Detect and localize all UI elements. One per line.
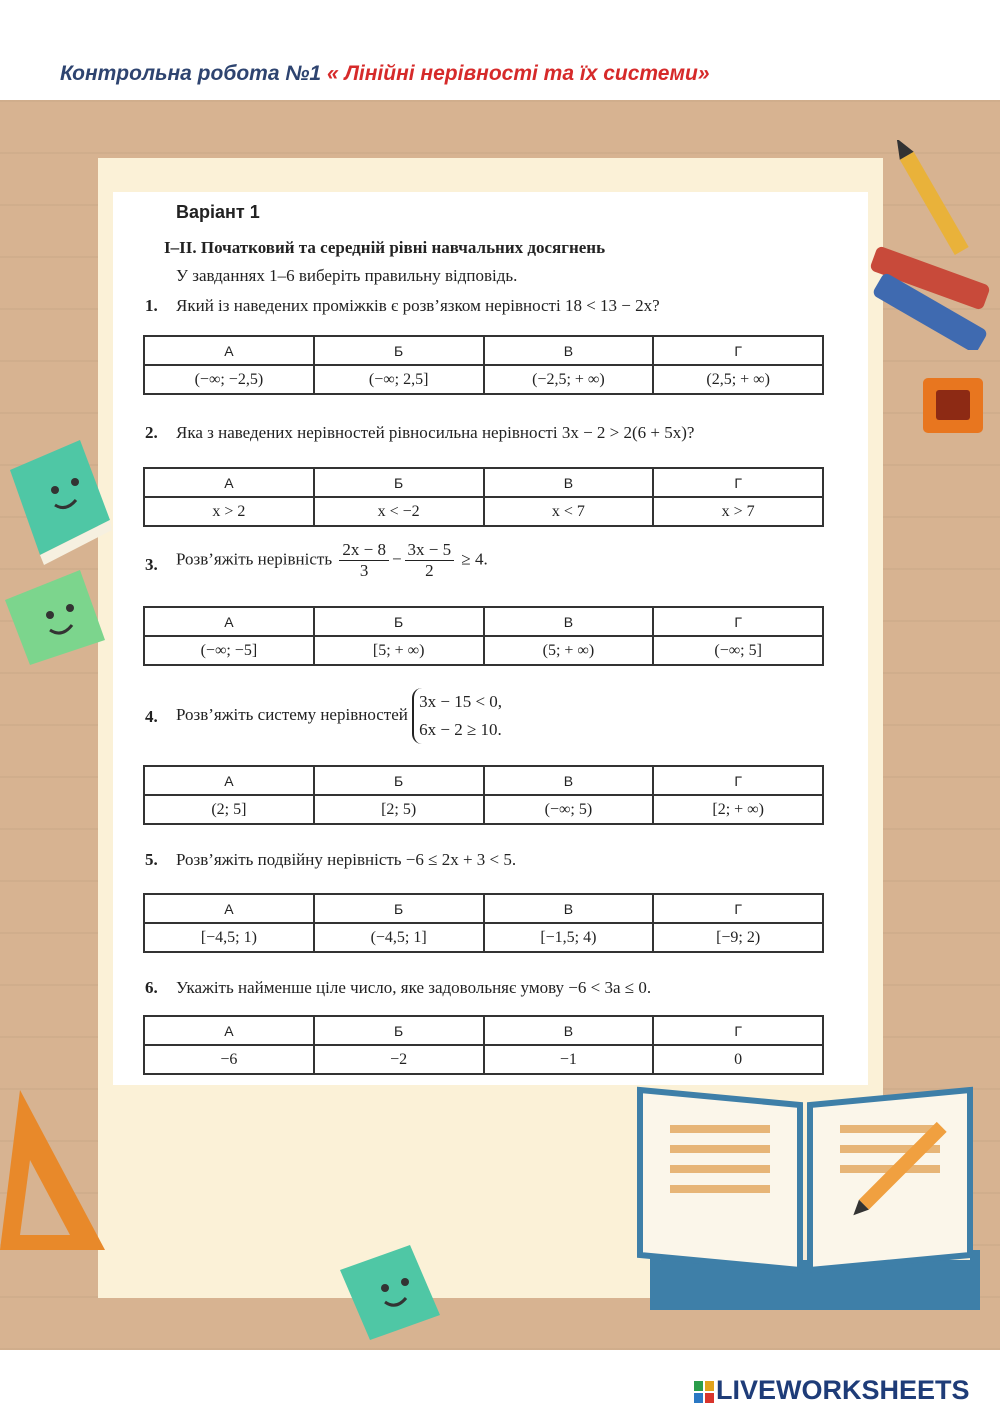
answer-option[interactable]: (2,5; + ∞): [653, 365, 823, 394]
fraction-denominator: 3: [359, 561, 369, 580]
answer-table: [143, 1015, 824, 1075]
answer-label: В: [484, 468, 654, 497]
answer-label: А: [144, 607, 314, 636]
answer-label: Г: [653, 894, 823, 923]
answer-table: [143, 467, 824, 527]
fraction-numerator: 2x − 8: [339, 540, 389, 561]
fraction-denominator: 2: [425, 561, 434, 580]
book-character-icon: [0, 430, 120, 570]
answer-table: [143, 765, 824, 825]
answer-label: Б: [314, 894, 484, 923]
worksheet-header: [60, 62, 710, 86]
question-text: Розв’яжіть подвійну нерівність −6 ≤ 2x + 3 < 5.: [176, 850, 517, 869]
question-text: [176, 540, 488, 581]
answer-option[interactable]: [−1,5; 4): [484, 923, 654, 952]
answer-label: В: [484, 336, 654, 365]
answer-option[interactable]: [5; + ∞): [314, 636, 484, 665]
question-text: Укажіть найменше ціле число, яке задовольняє умову −6 < 3a ≤ 0.: [176, 978, 652, 997]
answer-option[interactable]: x > 7: [653, 497, 823, 526]
answer-option[interactable]: (−2,5; + ∞): [484, 365, 654, 394]
instruction-text: У завданнях 1–6 виберіть правильну відповідь.: [176, 266, 518, 285]
question-text-lead: Розв’яжіть нерівність: [176, 549, 333, 569]
answer-option[interactable]: [−9; 2): [653, 923, 823, 952]
answer-option[interactable]: x < 7: [484, 497, 654, 526]
answer-label: В: [484, 766, 654, 795]
sharpener-icon: [918, 368, 998, 448]
answer-option[interactable]: [−4,5; 1): [144, 923, 314, 952]
liveworksheets-logo-icon: [694, 1381, 714, 1403]
answer-option[interactable]: (2; 5]: [144, 795, 314, 824]
question-text: Яка з наведених нерівностей рівносильна нерівності 3x − 2 > 2(6 + 5x)?: [176, 423, 695, 442]
answer-option[interactable]: (−∞; −2,5): [144, 365, 314, 394]
answer-option[interactable]: (5; + ∞): [484, 636, 654, 665]
pencil-icon: [890, 140, 969, 255]
answer-label: Б: [314, 468, 484, 497]
answer-label: Г: [653, 1016, 823, 1045]
answer-label: Г: [653, 336, 823, 365]
answer-label: Б: [314, 607, 484, 636]
answer-option[interactable]: −6: [144, 1045, 314, 1074]
answer-label: Б: [314, 336, 484, 365]
answer-option[interactable]: [2; + ∞): [653, 795, 823, 824]
question-number: 6.: [145, 978, 158, 997]
level-heading: I–II. Початковий та середній рівні навчальних досягнень: [164, 238, 606, 257]
question-number: 5.: [145, 850, 158, 869]
header-title-main: Контрольна робота №1: [60, 62, 322, 85]
answer-option[interactable]: −1: [484, 1045, 654, 1074]
book-character-icon: [330, 1240, 450, 1350]
answer-label: А: [144, 1016, 314, 1045]
question-text-lead: Розв’яжіть систему нерівностей: [176, 704, 408, 724]
answer-option[interactable]: (−4,5; 1]: [314, 923, 484, 952]
answer-table: [143, 335, 824, 395]
system-line: 6x − 2 ≥ 10.: [419, 720, 502, 739]
fraction: [339, 540, 389, 581]
liveworksheets-logo[interactable]: [694, 1375, 970, 1406]
answer-label: А: [144, 336, 314, 365]
answer-label: А: [144, 766, 314, 795]
question-number: 1.: [145, 296, 158, 315]
answer-option[interactable]: (−∞; −5]: [144, 636, 314, 665]
open-book-illustration: [630, 1080, 990, 1330]
header-title-topic: « Лінійні нерівності та їх системи»: [326, 62, 710, 85]
answer-option[interactable]: x < −2: [314, 497, 484, 526]
answer-label: В: [484, 1016, 654, 1045]
answer-table: [143, 606, 824, 666]
ruler-triangle-icon: [0, 1080, 110, 1260]
answer-label: А: [144, 894, 314, 923]
answer-option[interactable]: [2; 5): [314, 795, 484, 824]
pencils-illustration: [860, 140, 1000, 350]
minus-sign: −: [391, 549, 402, 569]
system-line: 3x − 15 < 0,: [419, 692, 503, 711]
answer-label: В: [484, 607, 654, 636]
answer-option[interactable]: (−∞; 5]: [653, 636, 823, 665]
answer-label: Г: [653, 766, 823, 795]
answer-table: [143, 893, 824, 953]
answer-label: В: [484, 894, 654, 923]
answer-option[interactable]: −2: [314, 1045, 484, 1074]
answer-label: А: [144, 468, 314, 497]
question-text: [176, 688, 502, 744]
brand-name: LIVEWORKSHEETS: [716, 1375, 970, 1405]
question-text: Який із наведених проміжків є розв’язком нерівності 18 < 13 − 2x?: [176, 296, 660, 315]
book-character-icon: [0, 560, 115, 670]
variant-title: Варіант 1: [176, 202, 260, 222]
answer-label: Г: [653, 468, 823, 497]
fraction: [405, 540, 455, 581]
inequality-system: [412, 688, 502, 744]
answer-option[interactable]: 0: [653, 1045, 823, 1074]
inequality-tail: ≥ 4.: [461, 549, 488, 569]
question-number: 3.: [145, 555, 158, 574]
question-number: 4.: [145, 707, 158, 726]
answer-label: Б: [314, 1016, 484, 1045]
answer-option[interactable]: (−∞; 2,5]: [314, 365, 484, 394]
answer-label: Б: [314, 766, 484, 795]
answer-label: Г: [653, 607, 823, 636]
answer-option[interactable]: (−∞; 5): [484, 795, 654, 824]
question-number: 2.: [145, 423, 158, 442]
answer-option[interactable]: x > 2: [144, 497, 314, 526]
fraction-numerator: 3x − 5: [405, 540, 455, 561]
